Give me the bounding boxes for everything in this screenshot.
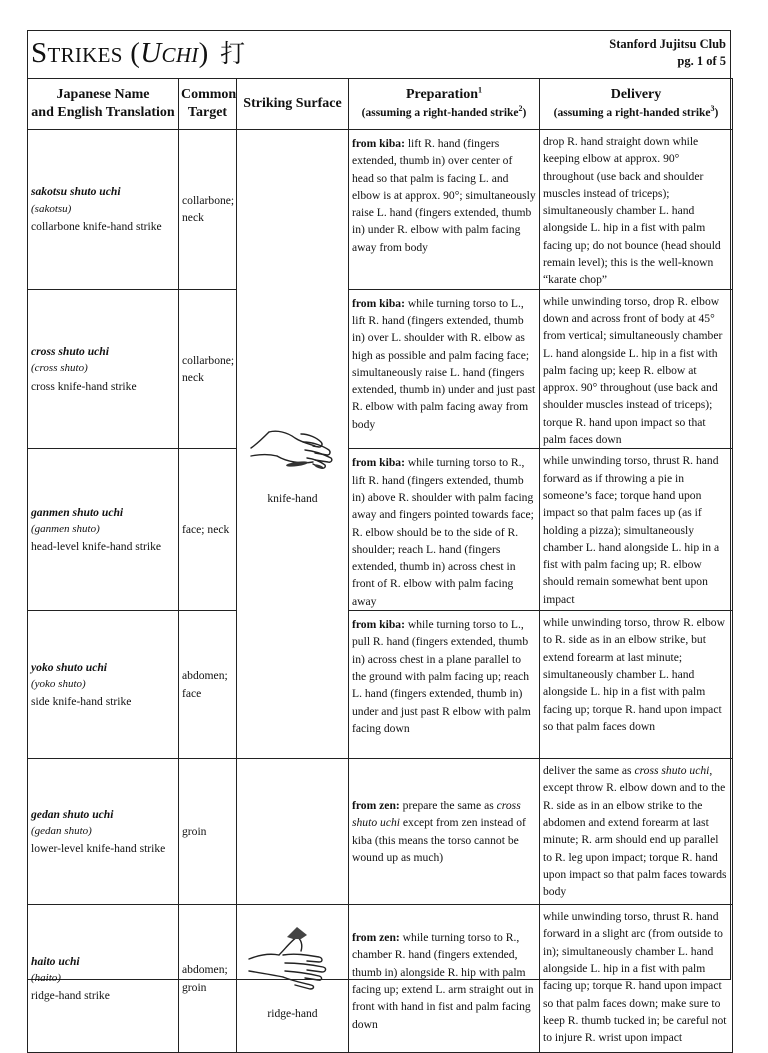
col-header-delivery xyxy=(540,79,733,130)
prep-prefix: from kiba: xyxy=(352,137,405,150)
club-header xyxy=(609,36,726,70)
footnote-ref-3: 3 xyxy=(710,104,715,114)
short-name: (haito) xyxy=(31,971,61,984)
name-cell xyxy=(28,449,179,611)
preparation-cell xyxy=(349,611,540,759)
table-row xyxy=(28,611,733,759)
col-name-line1: Japanese Name xyxy=(56,87,150,102)
name-cell xyxy=(28,611,179,759)
target-cell: abdomen; groin xyxy=(179,905,237,1053)
delivery-cell xyxy=(540,611,733,759)
target-cell: collarbone; neck xyxy=(179,289,237,449)
short-name: (gedan shuto) xyxy=(31,824,92,837)
delivery-text-post: , except throw R. elbow down and to the R. side as in an elbow strike to the abdomen and extend forearm at last minute; R. arm should end up parallel to R. leg upon impact; torque R. hand upon impact so that palm faces towards body xyxy=(543,764,727,899)
prep-text: while turning torso to R., lift R. hand (fingers extended, thumb in) above R. shoulder with palm facing away and fingers pointed towards face; R. elbow should be to the side of R. shoulder; reach L. hand (fingers extended, thumb in) across chest in front of R. elbow with palm facing away xyxy=(352,456,534,608)
delivery-cell xyxy=(540,759,733,905)
strikes-sheet xyxy=(27,30,731,1045)
table-header-row xyxy=(28,79,733,130)
col-target-line2: Target xyxy=(187,105,228,120)
title-paren-close: ) xyxy=(198,37,209,69)
delivery-text: while unwinding torso, drop R. elbow down and across front of body at 45° from vertical; simultaneously chamber L. hand alongside L. hip in a fist with palm facing up; keep R. elbow at approx. 90° throughout (use back and shoulder muscles instead of triceps); torque R. hand upon impact so that palm faces down xyxy=(543,294,723,447)
col-delivery-title: Delivery xyxy=(610,87,662,102)
col-header-target xyxy=(179,79,237,130)
name-cell xyxy=(28,130,179,290)
page-title xyxy=(31,35,245,73)
english-name: cross knife-hand strike xyxy=(31,379,137,393)
table-row xyxy=(28,905,733,1053)
table-row xyxy=(28,289,733,449)
title-jp-rest: CHI xyxy=(161,43,199,67)
footnote-ref-1: 1 xyxy=(478,85,483,95)
title-rest: TRIKES xyxy=(47,43,123,67)
target-cell: collarbone; neck xyxy=(179,130,237,290)
english-name: ridge-hand strike xyxy=(31,989,110,1003)
footnote-ref-2: 2 xyxy=(518,104,523,114)
title-initial: S xyxy=(31,37,48,69)
delivery-cell xyxy=(540,289,733,449)
ridge-hand-label: ridge-hand xyxy=(267,1007,318,1021)
delivery-cell xyxy=(540,449,733,611)
col-header-name xyxy=(28,79,179,130)
prep-prefix: from kiba: xyxy=(352,456,405,470)
japanese-name: sakotsu shuto uchi xyxy=(31,185,121,199)
english-name: side knife-hand strike xyxy=(31,695,132,709)
page-number: pg. 1 of 5 xyxy=(677,54,726,68)
delivery-ref: cross shuto uchi xyxy=(634,764,710,778)
japanese-name: cross shuto uchi xyxy=(31,345,109,359)
knife-hand-icon xyxy=(243,408,343,488)
prep-text: while turning torso to L., lift R. hand (fingers extended, thumb in) over L. shoulder with R. elbow as high as possible and palm facing face; simultaneously raise L. hand (fingers extended, thumb in) under and just past R. elbow with palm facing away from body xyxy=(352,296,536,431)
col-prep-title: Preparation xyxy=(405,87,479,102)
preparation-cell xyxy=(349,759,540,905)
delivery-text-pre: deliver the same as xyxy=(543,764,635,778)
club-name: Stanford Jujitsu Club xyxy=(609,37,726,51)
table-row xyxy=(28,130,733,290)
surface-cell-knife-hand xyxy=(237,130,349,759)
target-cell: abdomen; face xyxy=(179,611,237,759)
preparation-cell xyxy=(349,449,540,611)
name-cell xyxy=(28,289,179,449)
name-cell xyxy=(28,905,179,1053)
short-name: (ganmen shuto) xyxy=(31,523,100,536)
delivery-text: drop R. hand straight down while keeping elbow at approx. 90° throughout (use back and shoulder muscles instead of triceps); simultaneously chamber L. hand alongside L. hip in a fist with palm facing up; do not bounce (head should remain level); this is the well-known “karate chop” xyxy=(543,135,721,287)
surface-cell-empty xyxy=(237,759,349,905)
preparation-cell xyxy=(349,905,540,1053)
col-prep-sub: (assuming a right-handed strike xyxy=(361,107,519,119)
short-name: (cross shuto) xyxy=(31,362,88,375)
english-name: collarbone knife-hand strike xyxy=(31,219,162,233)
short-name: (yoko shuto) xyxy=(31,677,86,690)
japanese-name: yoko shuto uchi xyxy=(31,660,108,674)
delivery-cell xyxy=(540,130,733,290)
prep-text: prepare the same as cross shuto uchi except from zen instead of kiba (this means the torso cannot be wound up as much) xyxy=(352,798,526,864)
table-row xyxy=(28,449,733,611)
prep-prefix: from kiba: xyxy=(352,296,405,310)
target-cell: face; neck xyxy=(179,449,237,611)
title-kanji: 打 xyxy=(220,39,246,68)
english-name: head-level knife-hand strike xyxy=(31,540,162,554)
prep-text: while turning torso to L., pull R. hand (fingers extended, thumb in) across chest in a plane parallel to the ground with palm facing up; reach L. hand (fingers extended, thumb in) under and just past R elbow with palm facing down xyxy=(352,618,531,735)
prep-prefix: from zen: xyxy=(352,798,400,812)
preparation-cell xyxy=(349,289,540,449)
col-prep-sub-close: ) xyxy=(522,107,527,119)
col-delivery-sub: (assuming a right-handed strike xyxy=(553,107,711,119)
delivery-cell xyxy=(540,905,733,1053)
prep-ref-cross-shuto: cross shuto uchi xyxy=(352,798,521,830)
table-row xyxy=(28,759,733,905)
short-name: (sakotsu) xyxy=(31,202,72,215)
prep-prefix: from kiba: xyxy=(352,618,405,632)
japanese-name: haito uchi xyxy=(31,954,80,968)
col-delivery-sub-close: ) xyxy=(714,107,719,119)
delivery-text: while unwinding torso, thrust R. hand forward as if throwing a pie in someone’s face; torque hand upon impact so that palm faces up (as if holding a pizza); simultaneously chamber L. hand alongside L. hip in a fist with palm facing up; R. elbow should remain somewhat bent upon impact xyxy=(543,454,720,606)
preparation-cell xyxy=(349,130,540,290)
delivery-text: while unwinding torso, throw R. elbow to R. side as in an elbow strike, but extend forearm at last minute; simultaneously chamber L. hand alongside L. hip in a fist with palm facing up; torque R. hand upon impact so that palm faces down xyxy=(543,616,725,733)
name-cell xyxy=(28,759,179,905)
col-target-line1: Common xyxy=(181,87,237,102)
title-paren-open: ( xyxy=(122,37,141,69)
prep-text: lift R. hand (fingers extended, thumb in) over center of head so that palm is facing L. and elbow is at approx. 90°; simultaneously raise L. hand (fingers extended, thumb in) under R. elbow with palm facing away from body xyxy=(352,137,536,254)
japanese-name: gedan shuto uchi xyxy=(31,807,114,821)
target-cell: groin xyxy=(179,759,237,905)
col-header-surface: Striking Surface xyxy=(237,79,349,130)
col-header-preparation xyxy=(349,79,540,130)
prep-text: while turning torso to R., chamber R. hand (fingers extended, thumb in) alongside R. hip with palm facing up; extend L. arm straight out in front with hand in fist and palm facing down xyxy=(352,931,534,1031)
english-name: lower-level knife-hand strike xyxy=(31,842,166,856)
surface-cell-ridge-hand xyxy=(237,905,349,1053)
strikes-table xyxy=(27,78,733,1053)
knife-hand-label: knife-hand xyxy=(267,492,318,505)
title-jp-initial: U xyxy=(140,37,162,69)
japanese-name: ganmen shuto uchi xyxy=(31,505,124,519)
prep-prefix: from zen: xyxy=(352,931,400,945)
ridge-hand-icon xyxy=(243,919,343,1003)
delivery-text: while unwinding torso, thrust R. hand forward in a slight arc (from outside to in); simultaneously chamber L. hand alongside L. hip in a fist with palm facing up; torque R. hand upon impact so that palm faces down; make sure to keep R. thumb tucked in; be careful not to injure R. wrist upon impact xyxy=(543,910,727,1045)
col-name-line2: and English Translation xyxy=(31,105,175,120)
